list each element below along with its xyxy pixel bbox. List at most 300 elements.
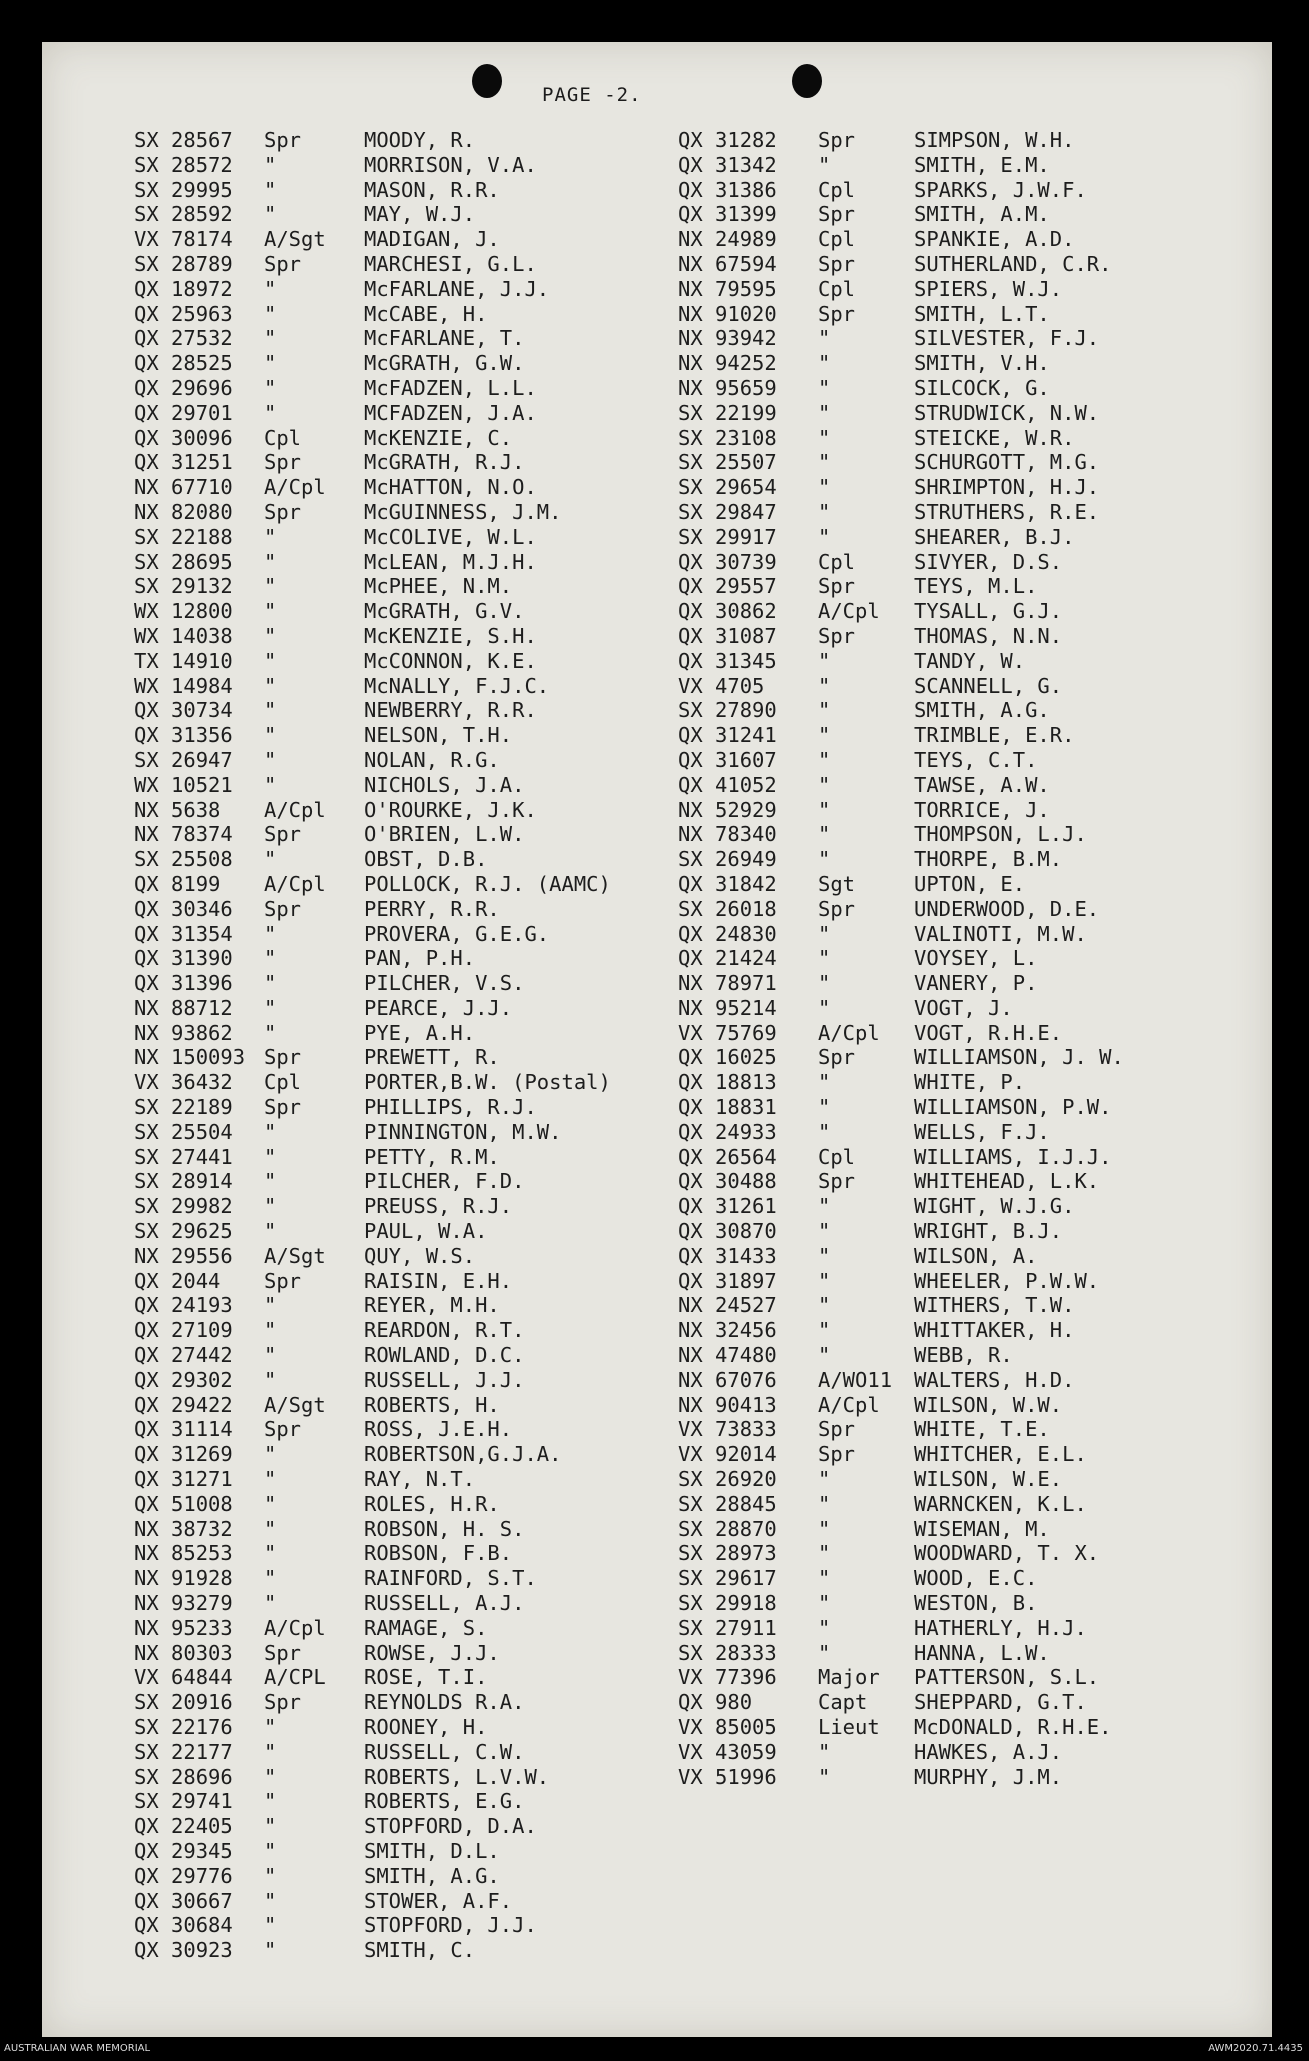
- soldier-name: THORPE, B.M.: [914, 847, 1063, 872]
- soldier-name: WHITEHEAD, L.K.: [914, 1169, 1100, 1194]
- soldier-name: REYER, M.H.: [364, 1293, 500, 1318]
- soldier-name: SCHURGOTT, M.G.: [914, 450, 1100, 475]
- roll-entry: [134, 897, 674, 922]
- rank: ": [264, 1541, 277, 1566]
- rank: ": [818, 673, 831, 698]
- roll-entry: [678, 1269, 1218, 1294]
- roll-entry: [134, 1765, 674, 1790]
- rank: ": [264, 1219, 277, 1244]
- service-number: NX 52929: [678, 797, 777, 822]
- soldier-name: SMITH, E.M.: [914, 152, 1050, 177]
- roll-entry: [678, 401, 1218, 426]
- service-number: QX 31251: [134, 450, 233, 475]
- service-number: SX 29918: [678, 1591, 777, 1616]
- service-number: SX 25508: [134, 847, 233, 872]
- rank: ": [264, 524, 277, 549]
- rank: ": [264, 1318, 277, 1343]
- roll-entry: [678, 1244, 1218, 1269]
- roll-entry: [678, 1417, 1218, 1442]
- service-number: QX 8199: [134, 871, 221, 896]
- roll-entry: [678, 1219, 1218, 1244]
- soldier-name: MORRISON, V.A.: [364, 152, 537, 177]
- roll-entry: [678, 376, 1218, 401]
- soldier-name: ROWSE, J.J.: [364, 1640, 500, 1665]
- soldier-name: TRIMBLE, E.R.: [914, 723, 1075, 748]
- service-number: QX 31345: [678, 648, 777, 673]
- rank: ": [264, 400, 277, 425]
- rank: ": [818, 1541, 831, 1566]
- rank: ": [264, 1789, 277, 1814]
- service-number: NX 94252: [678, 351, 777, 376]
- service-number: QX 30488: [678, 1169, 777, 1194]
- roll-entry: [678, 1120, 1218, 1145]
- service-number: QX 31396: [134, 971, 233, 996]
- roll-entry: [134, 574, 674, 599]
- service-number: SX 29847: [678, 499, 777, 524]
- soldier-name: McGRATH, G.V.: [364, 599, 525, 624]
- soldier-name: REYNOLDS R.A.: [364, 1690, 525, 1715]
- roll-entry: [134, 277, 674, 302]
- rank: Spr: [818, 623, 856, 648]
- rank: ": [818, 921, 831, 946]
- soldier-name: McLEAN, M.J.H.: [364, 549, 537, 574]
- roll-entry: [134, 178, 674, 203]
- soldier-name: SMITH, A.G.: [364, 1863, 500, 1888]
- roll-entry: [678, 971, 1218, 996]
- soldier-name: McFARLANE, J.J.: [364, 276, 550, 301]
- service-number: SX 28567: [134, 128, 233, 152]
- soldier-name: SHRIMPTON, H.J.: [914, 475, 1100, 500]
- soldier-name: VOGT, J.: [914, 995, 1013, 1020]
- rank: ": [818, 698, 831, 723]
- roll-entry: [134, 1814, 674, 1839]
- soldier-name: MASON, R.R.: [364, 177, 500, 202]
- rank: ": [264, 1169, 277, 1194]
- roll-entry: [134, 1417, 674, 1442]
- soldier-name: SILVESTER, F.J.: [914, 326, 1100, 351]
- rank: ": [818, 1467, 831, 1492]
- rank: ": [818, 648, 831, 673]
- roll-entry: [134, 1045, 674, 1070]
- soldier-name: SPANKIE, A.D.: [914, 227, 1075, 252]
- roll-entry: [678, 996, 1218, 1021]
- rank: Spr: [264, 1690, 302, 1715]
- roll-entry: [678, 847, 1218, 872]
- rank: ": [264, 1516, 277, 1541]
- service-number: QX 29422: [134, 1392, 233, 1417]
- service-number: SX 27890: [678, 698, 777, 723]
- rank: ": [264, 574, 277, 599]
- roll-entry: [134, 1591, 674, 1616]
- service-number: WX 10521: [134, 772, 233, 797]
- roll-entry: [678, 1566, 1218, 1591]
- soldier-name: McKENZIE, C.: [364, 425, 513, 450]
- roll-entry: [134, 1343, 674, 1368]
- rank: ": [818, 1615, 831, 1640]
- roll-entry: [134, 1616, 674, 1641]
- roll-entry: [134, 1467, 674, 1492]
- rank: Spr: [818, 251, 856, 276]
- rank: ": [818, 1516, 831, 1541]
- rank: A/Sgt: [264, 1243, 326, 1268]
- roll-entry: [134, 1095, 674, 1120]
- right-column: [678, 128, 1218, 1789]
- roll-entry: [134, 798, 674, 823]
- roll-entry: [134, 649, 674, 674]
- service-number: QX 24830: [678, 921, 777, 946]
- soldier-name: ROSE, T.I.: [364, 1665, 488, 1690]
- soldier-name: STEICKE, W.R.: [914, 425, 1075, 450]
- soldier-name: RUSSELL, C.W.: [364, 1739, 525, 1764]
- rank: A/Cpl: [264, 475, 326, 500]
- service-number: SX 26920: [678, 1467, 777, 1492]
- service-number: SX 22177: [134, 1739, 233, 1764]
- service-number: SX 29617: [678, 1566, 777, 1591]
- rank: ": [264, 301, 277, 326]
- roll-entry: [678, 202, 1218, 227]
- service-number: QX 31356: [134, 723, 233, 748]
- rank: ": [818, 1566, 831, 1591]
- rank: ": [818, 152, 831, 177]
- soldier-name: MADIGAN, J.: [364, 227, 500, 252]
- rank: Sgt: [818, 871, 856, 896]
- roll-entry: [134, 1070, 674, 1095]
- rank: ": [264, 946, 277, 971]
- soldier-name: SPIERS, W.J.: [914, 276, 1063, 301]
- roll-entry: [134, 1690, 674, 1715]
- rank: ": [264, 698, 277, 723]
- rank: ": [818, 450, 831, 475]
- roll-entry: [678, 128, 1218, 153]
- soldier-name: SMITH, A.G.: [914, 698, 1050, 723]
- service-number: QX 30734: [134, 698, 233, 723]
- roll-entry: [134, 1169, 674, 1194]
- soldier-name: WHITCHER, E.L.: [914, 1442, 1087, 1467]
- service-number: NX 93279: [134, 1591, 233, 1616]
- soldier-name: SMITH, D.L.: [364, 1838, 500, 1863]
- service-number: SX 28592: [134, 202, 233, 227]
- soldier-name: RUSSELL, J.J.: [364, 1367, 525, 1392]
- roll-entry: [134, 252, 674, 277]
- roll-entry: [134, 1269, 674, 1294]
- roll-entry: [678, 302, 1218, 327]
- soldier-name: RAY, N.T.: [364, 1467, 476, 1492]
- roll-entry: [678, 1740, 1218, 1765]
- service-number: QX 29557: [678, 574, 777, 599]
- rank: ": [818, 1640, 831, 1665]
- soldier-name: WILLIAMSON, P.W.: [914, 1095, 1112, 1120]
- roll-entry: [678, 897, 1218, 922]
- rank: ": [264, 971, 277, 996]
- rank: ": [264, 1838, 277, 1863]
- service-number: NX 150093: [134, 1045, 246, 1070]
- roll-entry: [678, 1467, 1218, 1492]
- roll-entry: [678, 426, 1218, 451]
- rank: ": [818, 1491, 831, 1516]
- soldier-name: PYE, A.H.: [364, 1020, 476, 1045]
- rank: Spr: [818, 1417, 856, 1442]
- soldier-name: WILSON, A.: [914, 1243, 1038, 1268]
- service-number: QX 31114: [134, 1417, 233, 1442]
- rank: ": [818, 351, 831, 376]
- roll-entry: [678, 1169, 1218, 1194]
- rank: ": [818, 1343, 831, 1368]
- soldier-name: ROBERTSON,G.J.A.: [364, 1442, 562, 1467]
- rank: ": [264, 1739, 277, 1764]
- soldier-name: WISEMAN, M.: [914, 1516, 1050, 1541]
- service-number: QX 31897: [678, 1268, 777, 1293]
- soldier-name: THOMAS, N.N.: [914, 623, 1063, 648]
- rank: ": [818, 1739, 831, 1764]
- service-number: VX 85005: [678, 1715, 777, 1739]
- service-number: QX 30923: [134, 1938, 233, 1963]
- rank: ": [818, 1119, 831, 1144]
- soldier-name: ROBSON, H. S.: [364, 1516, 525, 1541]
- roll-entry: [134, 971, 674, 996]
- rank: ": [264, 1194, 277, 1219]
- roll-entry: [678, 1368, 1218, 1393]
- roll-entry: [678, 153, 1218, 178]
- roll-entry: [678, 227, 1218, 252]
- rank: ": [818, 1318, 831, 1343]
- service-number: NX 95659: [678, 375, 777, 400]
- soldier-name: RAINFORD, S.T.: [364, 1566, 537, 1591]
- roll-entry: [134, 450, 674, 475]
- soldier-name: REARDON, R.T.: [364, 1318, 525, 1343]
- service-number: QX 30870: [678, 1219, 777, 1244]
- service-number: VX 64844: [134, 1665, 233, 1690]
- service-number: QX 28525: [134, 351, 233, 376]
- soldier-name: ROSS, J.E.H.: [364, 1417, 513, 1442]
- rank: ": [818, 1070, 831, 1095]
- roll-entry: [134, 128, 674, 153]
- roll-entry: [678, 1616, 1218, 1641]
- service-number: NX 67710: [134, 475, 233, 500]
- soldier-name: QUY, W.S.: [364, 1243, 476, 1268]
- rank: ": [264, 1367, 277, 1392]
- rank: ": [264, 1863, 277, 1888]
- soldier-name: SPARKS, J.W.F.: [914, 177, 1087, 202]
- roll-entry: [134, 1665, 674, 1690]
- service-number: SX 28870: [678, 1516, 777, 1541]
- service-number: NX 88712: [134, 995, 233, 1020]
- service-number: QX 26564: [678, 1144, 777, 1169]
- soldier-name: MOODY, R.: [364, 128, 476, 152]
- roll-entry: [678, 475, 1218, 500]
- roll-entry: [134, 1368, 674, 1393]
- roll-entry: [134, 1194, 674, 1219]
- rank: ": [818, 524, 831, 549]
- service-number: NX 95233: [134, 1615, 233, 1640]
- roll-entry: [678, 649, 1218, 674]
- rank: Cpl: [264, 425, 302, 450]
- rank: A/Cpl: [818, 1020, 880, 1045]
- rank: Spr: [818, 1045, 856, 1070]
- service-number: QX 31390: [134, 946, 233, 971]
- rank: Cpl: [264, 1070, 302, 1095]
- rank: ": [818, 772, 831, 797]
- rank: ": [264, 723, 277, 748]
- soldier-name: SILCOCK, G.: [914, 375, 1050, 400]
- soldier-name: PERRY, R.R.: [364, 896, 500, 921]
- rank: ": [818, 995, 831, 1020]
- roll-entry: [134, 1889, 674, 1914]
- rank: Cpl: [818, 177, 856, 202]
- roll-entry: [134, 872, 674, 897]
- service-number: SX 22176: [134, 1715, 233, 1739]
- service-number: SX 26947: [134, 747, 233, 772]
- rank: Cpl: [818, 1144, 856, 1169]
- soldier-name: POLLOCK, R.J. (AAMC): [364, 871, 611, 896]
- rank: Spr: [264, 1640, 302, 1665]
- roll-entry: [134, 1938, 674, 1963]
- rank: ": [818, 822, 831, 847]
- footer-reference: AWM2020.71.4435: [1208, 2043, 1303, 2054]
- rank: ": [264, 1144, 277, 1169]
- roll-entry: [134, 1393, 674, 1418]
- service-number: SX 27911: [678, 1615, 777, 1640]
- soldier-name: NELSON, T.H.: [364, 723, 513, 748]
- soldier-name: UNDERWOOD, D.E.: [914, 896, 1100, 921]
- soldier-name: PILCHER, F.D.: [364, 1169, 525, 1194]
- rank: Spr: [818, 1442, 856, 1467]
- soldier-name: WHITE, P.: [914, 1070, 1026, 1095]
- roll-entry: [134, 500, 674, 525]
- soldier-name: TANDY, W.: [914, 648, 1026, 673]
- service-number: NX 67076: [678, 1367, 777, 1392]
- roll-entry: [678, 748, 1218, 773]
- service-number: SX 29132: [134, 574, 233, 599]
- rank: ": [818, 375, 831, 400]
- soldier-name: SMITH, C.: [364, 1938, 476, 1963]
- soldier-name: McCONNON, K.E.: [364, 648, 537, 673]
- roll-entry: [134, 550, 674, 575]
- left-column: [134, 128, 674, 1963]
- soldier-name: NICHOLS, J.A.: [364, 772, 525, 797]
- service-number: SX 28789: [134, 251, 233, 276]
- soldier-name: SUTHERLAND, C.R.: [914, 251, 1112, 276]
- rank: Capt: [818, 1690, 868, 1715]
- rank: ": [264, 921, 277, 946]
- soldier-name: WITHERS, T.W.: [914, 1293, 1075, 1318]
- roll-entry: [678, 450, 1218, 475]
- soldier-name: VOGT, R.H.E.: [914, 1020, 1063, 1045]
- soldier-name: MARCHESI, G.L.: [364, 251, 537, 276]
- rank: ": [818, 1194, 831, 1219]
- roll-entry: [134, 822, 674, 847]
- rank: A/Cpl: [264, 1615, 326, 1640]
- service-number: QX 21424: [678, 946, 777, 971]
- soldier-name: PEARCE, J.J.: [364, 995, 513, 1020]
- soldier-name: SMITH, V.H.: [914, 351, 1050, 376]
- roll-entry: [678, 525, 1218, 550]
- service-number: QX 30346: [134, 896, 233, 921]
- roll-entry: [134, 426, 674, 451]
- rank: ": [818, 971, 831, 996]
- roll-entry: [134, 1492, 674, 1517]
- soldier-name: WOODWARD, T. X.: [914, 1541, 1100, 1566]
- soldier-name: O'ROURKE, J.K.: [364, 797, 537, 822]
- service-number: VX 73833: [678, 1417, 777, 1442]
- service-number: QX 31399: [678, 202, 777, 227]
- service-number: NX 67594: [678, 251, 777, 276]
- soldier-name: WARNCKEN, K.L.: [914, 1491, 1087, 1516]
- rank: ": [264, 1715, 277, 1739]
- rank: ": [264, 847, 277, 872]
- roll-entry: [678, 624, 1218, 649]
- service-number: QX 18813: [678, 1070, 777, 1095]
- rank: ": [264, 1293, 277, 1318]
- rank: A/WO11: [818, 1367, 893, 1392]
- soldier-name: STRUTHERS, R.E.: [914, 499, 1100, 524]
- roll-entry: [678, 798, 1218, 823]
- rank: ": [264, 772, 277, 797]
- service-number: WX 12800: [134, 599, 233, 624]
- soldier-name: WILLIAMSON, J. W.: [914, 1045, 1124, 1070]
- rank: A/Cpl: [818, 1392, 880, 1417]
- soldier-name: WOOD, E.C.: [914, 1566, 1038, 1591]
- rank: A/Sgt: [264, 1392, 326, 1417]
- rank: Spr: [818, 896, 856, 921]
- rank: ": [264, 648, 277, 673]
- roll-entry: [678, 1715, 1218, 1740]
- roll-entry: [134, 1517, 674, 1542]
- roll-entry: [134, 1145, 674, 1170]
- roll-entry: [678, 1318, 1218, 1343]
- soldier-name: WIGHT, W.J.G.: [914, 1194, 1075, 1219]
- rank: ": [818, 499, 831, 524]
- soldier-name: PATTERSON, S.L.: [914, 1665, 1100, 1690]
- service-number: QX 30667: [134, 1888, 233, 1913]
- rank: ": [818, 1293, 831, 1318]
- soldier-name: STRUDWICK, N.W.: [914, 400, 1100, 425]
- rank: ": [264, 1343, 277, 1368]
- roll-entry: [678, 1021, 1218, 1046]
- roll-entry: [678, 1343, 1218, 1368]
- soldier-name: STOPFORD, J.J.: [364, 1913, 537, 1938]
- roll-entry: [134, 1219, 674, 1244]
- soldier-name: STOWER, A.F.: [364, 1888, 513, 1913]
- rank: ": [818, 946, 831, 971]
- rank: ": [264, 599, 277, 624]
- service-number: SX 28333: [678, 1640, 777, 1665]
- roll-entry: [134, 847, 674, 872]
- service-number: SX 28973: [678, 1541, 777, 1566]
- soldier-name: NEWBERRY, R.R.: [364, 698, 537, 723]
- roll-entry: [678, 773, 1218, 798]
- service-number: SX 23108: [678, 425, 777, 450]
- service-number: QX 29345: [134, 1838, 233, 1863]
- soldier-name: RAISIN, E.H.: [364, 1268, 513, 1293]
- service-number: VX 75769: [678, 1020, 777, 1045]
- roll-entry: [678, 1517, 1218, 1542]
- soldier-name: McFADZEN, L.L.: [364, 375, 537, 400]
- rank: ": [818, 747, 831, 772]
- soldier-name: PORTER,B.W. (Postal): [364, 1070, 611, 1095]
- rank: ": [264, 1938, 277, 1963]
- rank: A/Cpl: [818, 599, 880, 624]
- rank: Spr: [818, 202, 856, 227]
- soldier-name: RAMAGE, S.: [364, 1615, 488, 1640]
- rank: Cpl: [818, 227, 856, 252]
- service-number: NX 47480: [678, 1343, 777, 1368]
- soldier-name: ROBERTS, E.G.: [364, 1789, 525, 1814]
- service-number: SX 26018: [678, 896, 777, 921]
- roll-entry: [134, 401, 674, 426]
- service-number: SX 29995: [134, 177, 233, 202]
- soldier-name: HANNA, L.W.: [914, 1640, 1050, 1665]
- roll-entry: [134, 302, 674, 327]
